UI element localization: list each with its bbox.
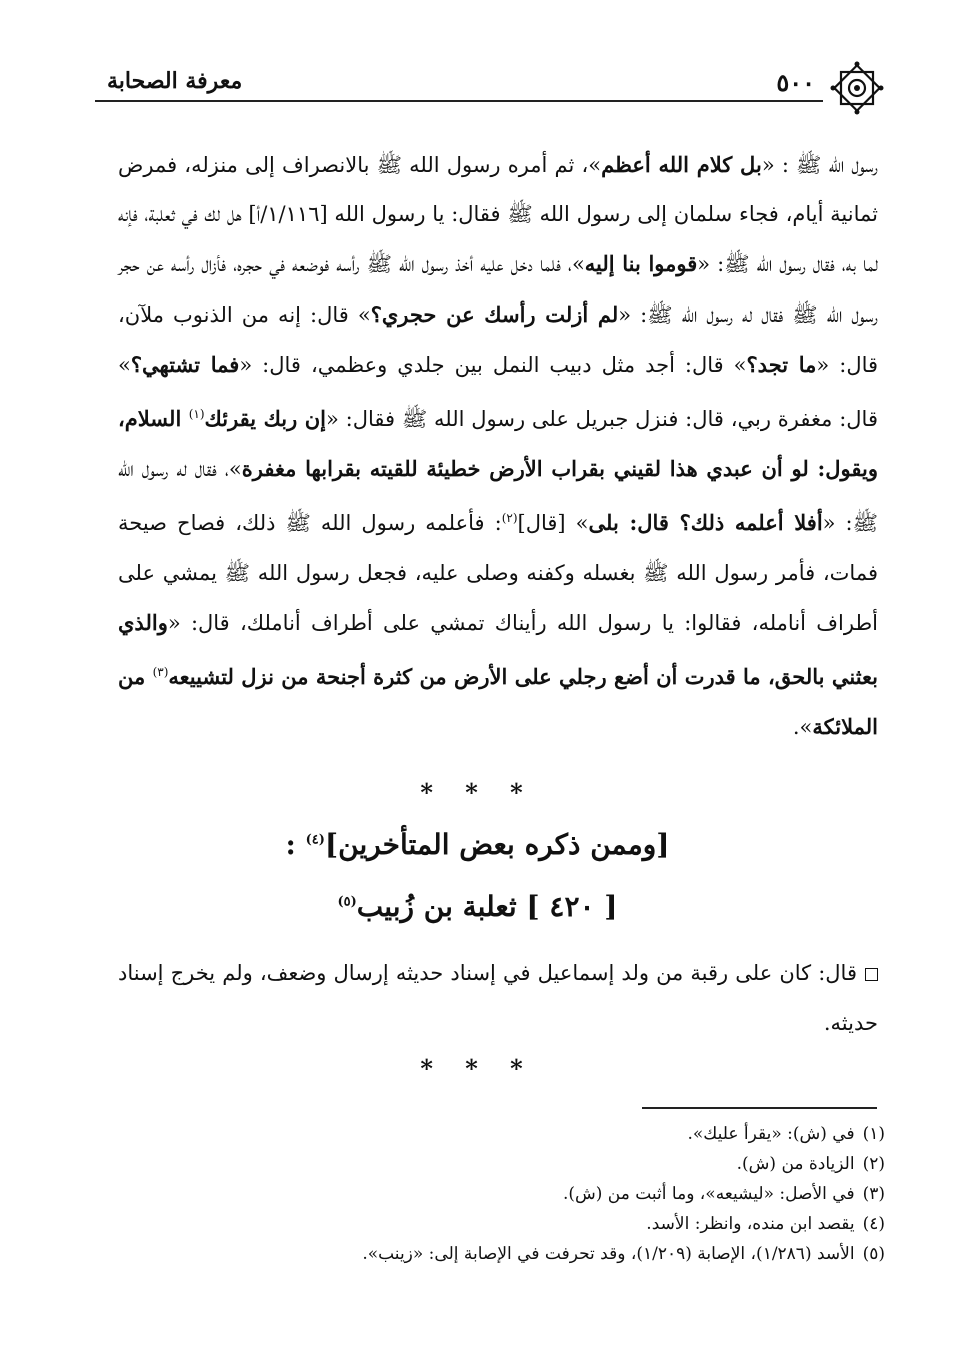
quoted-speech: والذي بعثني بالحق، ما قدرت أن أضع رجلي على الأرض من كثرة أجنحة من نزل لتشييعه	[118, 609, 879, 690]
section-heading-tail: :	[285, 828, 306, 861]
text-run: »، ثم أمره رسول الله ﷺ بالانصراف إلى منزله، فمرض ثمانية أيام، فجاء سلمان إلى رسول الله ﷺ فقال: يا رسول الله [١/١١٦/أ] هل لك في ثعلبة، فإنه لما به، فقال رسول الله ﷺ: «	[118, 153, 879, 277]
main-paragraph	[118, 140, 878, 752]
section-separator: * * *	[420, 1054, 535, 1083]
ornament-icon	[829, 60, 885, 116]
text-run: »، فلما دخل عليه أخذ رسول الله ﷺ رأسه فوضعه في حجره، فأزال رأسه عن حجر رسول الله ﷺ فقال له رسول الله ﷺ: «	[118, 252, 878, 327]
footnote-item	[165, 1179, 885, 1209]
footnote-rule	[642, 1107, 877, 1109]
footnote-text: الزيادة من (ش).	[736, 1154, 855, 1174]
text-run: : فأعلمه رسول الله ﷺ ذلك، فصاح صيحة فمات، فأمر رسول الله ﷺ بغسله وكفنه وصلى عليه، فجعل رسول الله ﷺ يمشي على أطراف أنامله، فقالوا: يا رسول الله رأيناك تمشي على أطراف أناملك، قال: «	[118, 511, 878, 635]
section-separator: * * *	[420, 778, 535, 807]
square-bullet-icon	[865, 968, 878, 981]
running-title: معرفة الصحابة	[107, 68, 243, 94]
entry-heading	[0, 890, 955, 923]
entry-heading-text: [ ٤٢٠ ] ثعلبة بن زُبيب	[356, 890, 618, 923]
section-heading-text: [وممن ذكره بعض المتأخرين]	[324, 828, 670, 861]
footnote-number: (٢)	[862, 1154, 885, 1174]
footnote-number: (٥)	[862, 1244, 885, 1264]
footnote-ref: (٢)	[501, 511, 518, 526]
text-run: » قال: أجد مثل دبيب النمل بين جلدي وعظمي، قال: «	[239, 352, 747, 377]
quoted-speech: أفلا أعلمه ذلك؟ قال: بلى	[588, 510, 823, 536]
footnote-item	[165, 1149, 885, 1179]
footnote-item	[165, 1239, 885, 1269]
footnote-text: في الأصل: «ليشيعه»، وما أثبت من (ش).	[562, 1184, 855, 1204]
quoted-speech: السلام، ويقول: لو أن عبدي هذا لقيني بقراب الأرض خطيئة للقيته بقرابها مغفرة	[118, 406, 878, 482]
text-run: رسول الله ﷺ : «	[761, 153, 878, 177]
quoted-speech: قوموا بنا إليه	[584, 251, 698, 277]
footnote-text: الأسد (١/٢٨٦)، الإصابة (١/٢٠٩)، وقد تحرفت في الإصابة إلى: «زينب».	[362, 1244, 855, 1264]
footnote-ref: (٥)	[337, 894, 357, 910]
text-run: »، فقال له رسول الله ﷺ: «	[118, 457, 878, 536]
quoted-speech: من الملائكة	[118, 664, 878, 740]
entry-text: قال: كان على رقبة من ولد إسماعيل في إسناد حديثه إرسال وضعف، ولم يخرج إسناد حديثه.	[118, 961, 878, 1035]
quoted-speech: بل كلام الله أعظم	[601, 152, 762, 177]
quoted-speech: فما تشتهي؟	[130, 351, 240, 377]
footnote-number: (٣)	[862, 1184, 885, 1204]
footnote-number: (١)	[862, 1124, 885, 1144]
footnote-number: (٤)	[862, 1214, 885, 1234]
footnote-text: في (ش): «يقرأ عليك».	[687, 1124, 855, 1144]
entry-paragraph	[118, 948, 878, 1048]
header-rule	[95, 100, 823, 102]
footnote-ref: (٣)	[152, 665, 169, 680]
footnote-item	[165, 1119, 885, 1149]
text-run: ».	[792, 715, 813, 740]
page-number: ٥٠٠	[776, 68, 815, 97]
quoted-speech: إن ربك يقرئك	[204, 406, 326, 432]
page-header	[95, 60, 885, 110]
footnote-ref: (١)	[188, 407, 205, 422]
text-run: » قال: إنه من الذنوب ملآن، قال: «	[118, 302, 879, 377]
quoted-speech: لم أزلت رأسك عن حجري؟	[370, 301, 619, 327]
text-run: » قال: مغفرة ربي، قال: فنزل جبريل على رسول الله ﷺ فقال: «	[118, 352, 878, 432]
footnote-ref: (٤)	[305, 832, 325, 848]
footnotes-list	[165, 1119, 885, 1269]
section-heading	[0, 828, 955, 861]
footnote-item	[165, 1209, 885, 1239]
text-run: » [قال]	[517, 511, 589, 536]
footnote-text: يقصد ابن منده، وانظر: الأسد.	[646, 1214, 855, 1234]
quoted-speech: ما تجد؟	[746, 351, 817, 377]
